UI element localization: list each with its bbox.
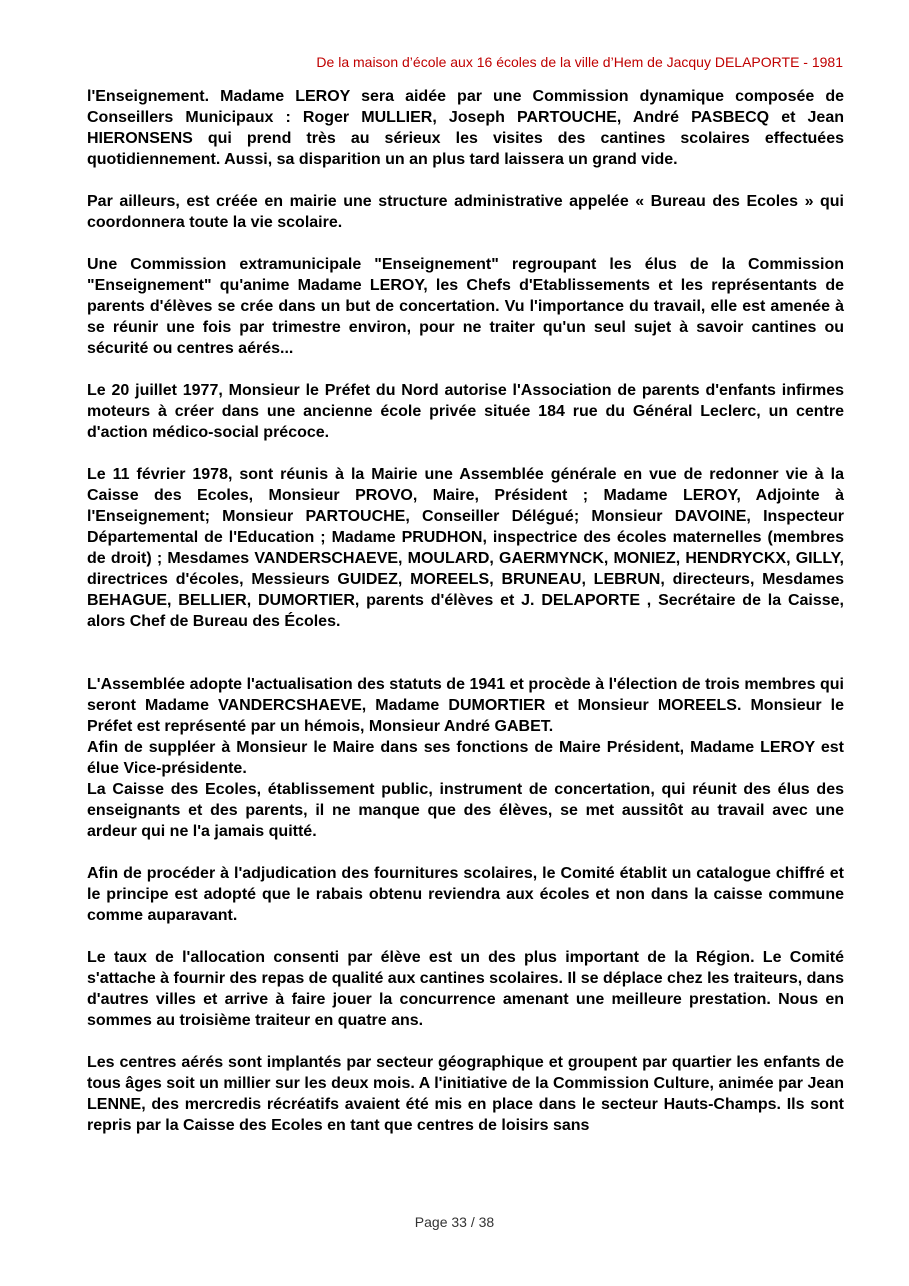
paragraph-spacer [87,359,844,380]
paragraph: Le 11 février 1978, sont réunis à la Mairie une Assemblée générale en vue de redonner vie à la Caisse des Ecoles, Monsieur PROVO, Maire, Président ; Madame LEROY, Adjointe à l'Enseignement; Monsieur PARTOUCHE, Conseiller Délégué; Monsieur DAVOINE, Inspecteur Départemental de l'Education ; Madame PRUDHON, inspectrice des écoles maternelles (membres de droit) ; Mesdames VANDERSCHAEVE, MOULARD, GAERMYNCK, MONIEZ, HENDRYCKX, GILLY, directrices d'écoles, Messieurs GUIDEZ, MOREELS, BRUNEAU, LEBRUN, directeurs, Mesdames BEHAGUE, BELLIER, DUMORTIER, parents d'élèves et J. DELAPORTE , Secrétaire de la Caisse, alors Chef de Bureau des Écoles. [87,466,844,630]
paragraph-spacer [87,233,844,254]
paragraph-spacer [87,443,844,464]
paragraph: Les centres aérés sont implantés par secteur géographique et groupent par quartier les enfants de tous âges soit un millier sur les deux mois. A l'initiative de la Commission Culture, animée par Jean LENNE, des mercredis récréatifs avaient été mis en place dans le secteur Hauts-Champs. Ils sont repris par la Caisse des Ecoles en tant que centres de loisirs sans [87,1054,844,1134]
paragraph: l'Enseignement. Madame LEROY sera aidée par une Commission dynamique composée de Conseillers Municipaux : Roger MULLIER, Joseph PARTOUCHE, André PASBECQ et Jean HIERONSENS qui prend très au sérieux les visites des cantines scolaires effectuées quotidiennement. Aussi, sa disparition un an plus tard laissera un grand vide. [87,88,844,168]
paragraph: Le 20 juillet 1977, Monsieur le Préfet du Nord autorise l'Association de parents d'enfants infirmes moteurs à créer dans une ancienne école privée située 184 rue du Général Leclerc, un centre d'action médico-social précoce. [87,382,844,441]
paragraph: La Caisse des Ecoles, établissement public, instrument de concertation, qui réunit des élus des enseignants et des parents, il ne manque que des élèves, se met aussitôt au travail avec une ardeur qui ne l'a jamais quitté. [87,781,844,840]
paragraph: Par ailleurs, est créée en mairie une structure administrative appelée « Bureau des Ecoles » qui coordonnera toute la vie scolaire. [87,193,844,231]
paragraph: L'Assemblée adopte l'actualisation des statuts de 1941 et procède à l'élection de trois membres qui seront Madame VANDERCSHAEVE, Madame DUMORTIER et Monsieur MOREELS. Monsieur le Préfet est représenté par un hémois, Monsieur André GABET. [87,676,844,735]
paragraph: Une Commission extramunicipale "Enseignement" regroupant les élus de la Commission "Enseignement" qu'anime Madame LEROY, les Chefs d'Etablissements et les représentants de parents d'élèves se crée dans un but de concertation. Vu l'importance du travail, elle est amenée à se réunir une fois par trimestre environ, pour ne traiter qu'un seul sujet à savoir cantines ou sécurité ou centres aérés... [87,256,844,357]
running-header: De la maison d’école aux 16 écoles de la ville d’Hem de Jacquy DELAPORTE - 1981 [316,54,843,70]
paragraph: Afin de suppléer à Monsieur le Maire dans ses fonctions de Maire Président, Madame LEROY est élue Vice-présidente. [87,739,844,777]
paragraph: Le taux de l'allocation consenti par élève est un des plus important de la Région. Le Comité s'attache à fournir des repas de qualité aux cantines scolaires. Il se déplace chez les traiteurs, dans d'autres villes et arrive à faire jouer la concurrence amenant une meilleure prestation. Nous en sommes au troisième traiteur en quatre ans. [87,949,845,1029]
paragraph: Afin de procéder à l'adjudication des fournitures scolaires, le Comité établit un catalogue chiffré et le principe est adopté que le rabais obtenu reviendra aux écoles et non dans la caisse commune comme auparavant. [87,865,844,924]
paragraph-spacer [87,1031,844,1052]
page-number: Page 33 / 38 [414,1214,495,1230]
body-text [87,86,844,1136]
paragraph-spacer [87,842,844,863]
paragraph-spacer [87,632,844,674]
paragraph-spacer [87,926,844,947]
paragraph-spacer [87,170,844,191]
